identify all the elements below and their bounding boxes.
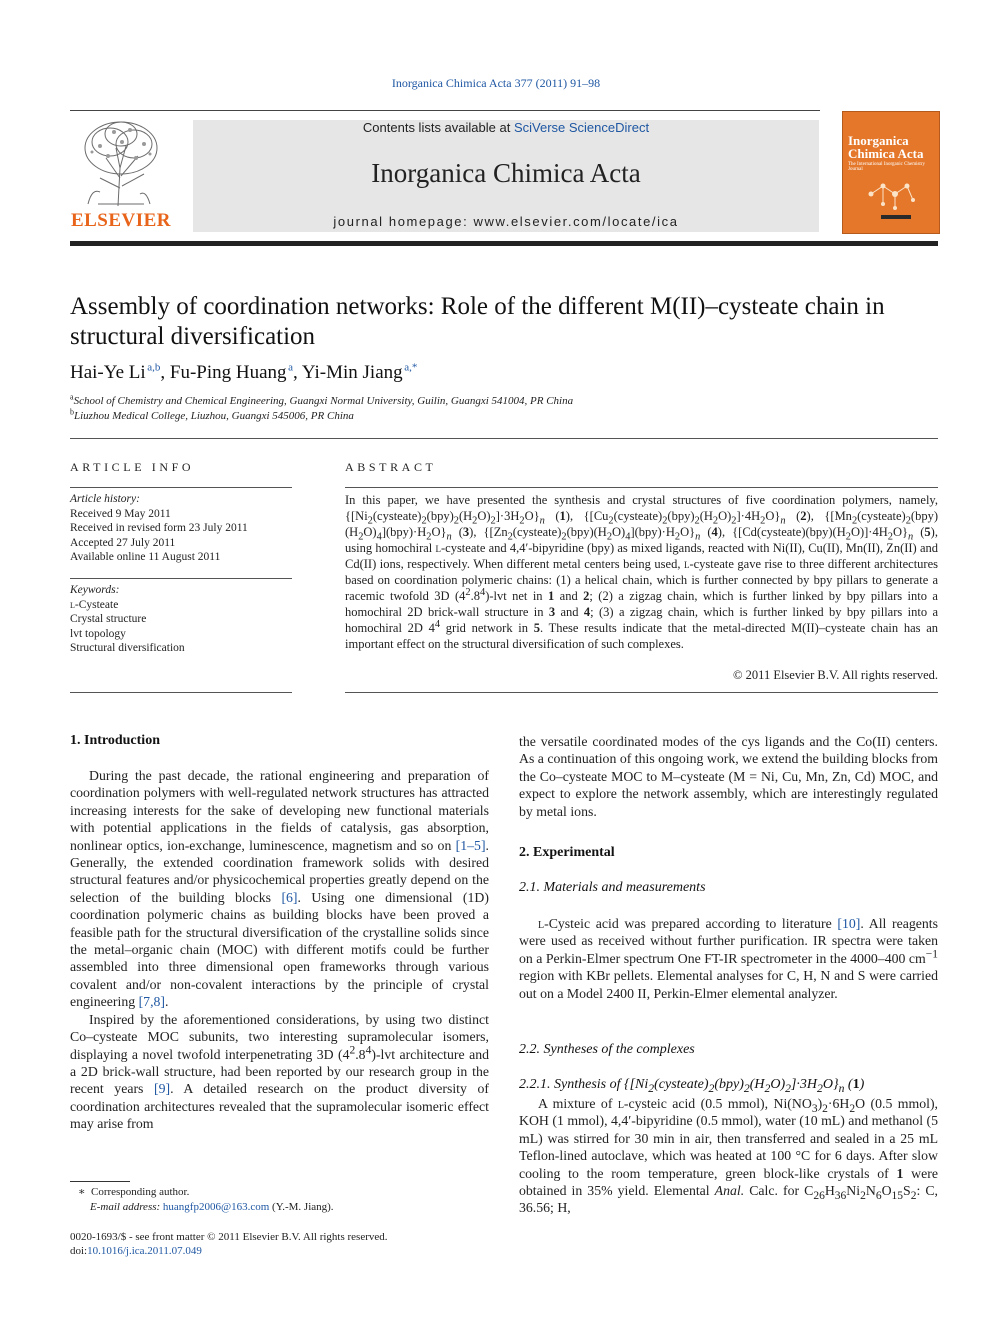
journal-homepage[interactable]: journal homepage: www.elsevier.com/locate/ica: [333, 214, 679, 229]
divider: [70, 578, 292, 579]
cover-title: Inorganica Chimica Acta: [848, 133, 924, 161]
footnote-corresponding: ∗ Corresponding author.: [78, 1186, 190, 1198]
paragraph: A mixture of l-cysteic acid (0.5 mmol), $Ni(NO_3)_2\cdot 6H_2O$ (0.5 mmol), KOH (1 mmol), 4,4′-bipyridine (0.5 mmol), water (10 mL) and methanol (5 mL) was stirred for 30 min in air, then transferred and sealed in a 25 mL Teflon-lined autoclave, which was heated at 100 °C for 6 days. After slow cooling to the room temperature, green block-like crystals of 1 were obtained in 35% yield. Elemental Anal. Calc. for $C_{26}H_{36}Ni_2N_6O_{15}S_2$: C, 36.56; H,: [519, 1096, 938, 1216]
contents-prefix: Contents lists available at: [362, 120, 511, 135]
author-list: [70, 362, 417, 384]
affiliation-b: [70, 407, 354, 422]
keywords: [70, 583, 292, 656]
journal-citation[interactable]: Inorganica Chimica Acta 377 (2011) 91–98: [391, 76, 601, 90]
intro-heading: 1. Introduction: [70, 733, 160, 748]
doi-link[interactable]: 10.1016/j.ica.2011.07.049: [87, 1245, 202, 1257]
cover-bar: [881, 215, 911, 219]
molecule-icon: [863, 174, 919, 214]
affil-text: School of Chemistry and Chemical Engineering, Guangxi Normal University, Guilin, Guangxi 541004, PR China: [73, 395, 574, 407]
keyword-item: lvt topology: [70, 627, 126, 640]
citation-link[interactable]: [7,8]: [138, 994, 166, 1010]
affil-text: Liuzhou Medical College, Liuzhou, Guangxi 545006, PR China: [74, 410, 354, 422]
author-separator: ,: [160, 362, 170, 383]
keyword-item: l-Cysteate: [70, 598, 119, 611]
divider: [70, 692, 292, 693]
author-name[interactable]: Fu-Ping Huang: [169, 362, 287, 383]
article-title: Assembly of coordination networks: Role of the different M(II)–cysteate chain in structural diversification: [70, 293, 885, 350]
email-owner: (Y.-M. Jiang).: [272, 1201, 334, 1213]
divider: [345, 487, 938, 488]
citation-link[interactable]: [9]: [154, 1081, 171, 1097]
journal-cover[interactable]: [842, 111, 940, 234]
paragraph: the versatile coordinated modes of the cys ligands and the Co(II) centers. As a continuation of this ongoing work, we extend the building blocks from the Co–cysteate MOC to M–cysteate (M = Ni, Cu, Mn, Zn, Cd) MOC, and expect to explore the network assembly, which are interestingly regulated by metal ions.: [519, 734, 938, 819]
header-thick-rule: [70, 241, 938, 246]
footnote-rule: [70, 1181, 130, 1182]
history-item: Accepted 27 July 2011: [70, 536, 176, 549]
elsevier-tree-icon: [80, 118, 162, 208]
doi-line: [70, 1244, 202, 1259]
affil-mark: b: [70, 407, 74, 417]
synthesis-1-heading: 2.2.1. Synthesis of $\{[Ni_2(cysteate)_2(bpy)_2(H_2O)_2]\cdot 3H_2O\}_n$ (1): [519, 1077, 865, 1095]
divider: [70, 438, 938, 439]
citation-link[interactable]: [6]: [281, 889, 298, 905]
keyword-item: Structural diversification: [70, 642, 185, 654]
author-name[interactable]: Yi-Min Jiang: [301, 362, 403, 383]
abstract-copyright: © 2011 Elsevier B.V. All rights reserved.: [733, 668, 938, 682]
keywords-label: Keywords:: [70, 584, 120, 596]
footnote-text: Corresponding author.: [90, 1186, 190, 1198]
citation-link[interactable]: [1–5]: [455, 837, 486, 853]
citation-link[interactable]: [10]: [837, 916, 861, 931]
syntheses-heading: 2.2. Syntheses of the complexes: [519, 1042, 695, 1057]
intro-text-continued: [519, 733, 938, 820]
synthesis-1-text: [519, 1095, 938, 1217]
affil-mark: a: [70, 392, 74, 402]
divider: [345, 692, 938, 693]
abstract-text: In this paper, we have presented the synthesis and crystal structures of five coordination polymers, namely, $\{[Ni_2(cysteate)_2(bpy)_2(H_2O)_2]\cdot 3H_2O\}_n$ (1), $\{[Cu_2(cysteate)_2(bpy)_2(H_2O)_2]\cdot 4H_2O\}_n$ (2), $\{[Mn_2(cysteate)_2(bpy)(H_2O)_4](bpy)\cdot H_2O\}_n$ (3), $\{[Zn_2(cysteate)_2(bpy)(H_2O)_4](bpy)\cdot H_2O\}_n$ (4), $\{[Cd(cysteate)(bpy)(H_2O)]\cdot 4H_2O\}_n$ (5), using homochiral l-cysteate and 4,4′-bipyridine (bpy) as mixed ligands, reacted with Ni(II), Cu(II), Mn(II), Zn(II) and Cd(II) ions, respectively. When different metal centers being used, l-cysteate gave rise to three different architectures based on coordination polymeric chains: (1) a helical chain, which is further connected by bpy pillars to generate a racemic twofold 3D $(4^2.8^4)$-lvt net in 1 and 2; (2) a zigzag chain, which is further linked by bpy pillars into a homochiral 2D brick-wall structure in 3 and 4; (3) a zigzag chain, which is further linked by bpy pillars into a homochiral 2D $4^4$ grid network in 5. These results indicate that the metal-directed M(II)–cysteate chain has an important effect on the structural diversification of such complexes.: [345, 493, 938, 651]
materials-text: [519, 915, 938, 1002]
experimental-heading: 2. Experimental: [519, 845, 615, 860]
footnote-email: [90, 1200, 334, 1215]
publisher-name: ELSEVIER: [70, 210, 172, 231]
paragraph: Inspired by the aforementioned considerations, by using two distinct Co–cysteate MOC subunits, two interesting supramolecular isomers, displaying a novel twofold interpenetrating 3D $(4^2.8^4)$-lvt architecture and a 2D brick-wall structure, had been reported by our research group in the recent years [9]. A detailed research on the product diversity of coordination architectures revealed that the supramolecular isomeric effect may arise from: [70, 1011, 489, 1132]
keyword-item: Crystal structure: [70, 613, 147, 625]
contents-line: [193, 120, 819, 135]
issn-line: 0020-1693/$ - see front matter © 2011 Elsevier B.V. All rights reserved.: [70, 1231, 388, 1243]
abstract-heading: ABSTRACT: [345, 460, 437, 474]
author-affil-mark[interactable]: a: [288, 361, 294, 374]
email-link[interactable]: huangfp2006@163.com: [162, 1201, 270, 1213]
elsevier-logo[interactable]: [70, 118, 172, 232]
divider: [70, 487, 292, 488]
author-affil-mark[interactable]: a,b: [147, 361, 161, 374]
history-item: Available online 11 August 2011: [70, 551, 221, 563]
history-label: Article history:: [70, 493, 140, 505]
doi-label: doi:: [70, 1245, 88, 1257]
materials-heading: 2.1. Materials and measurements: [519, 880, 706, 895]
author-affil-mark[interactable]: a,*: [404, 361, 418, 374]
journal-banner: [193, 120, 819, 232]
sciencedirect-link[interactable]: SciVerse ScienceDirect: [513, 120, 650, 135]
history-item: Received in revised form 23 July 2011: [70, 522, 248, 534]
cover-subtitle: The International Inorganic Chemistry Journal: [848, 162, 925, 172]
author-separator: ,: [293, 362, 302, 383]
history-item: Received 9 May 2011: [70, 507, 171, 520]
article-info-heading: ARTICLE INFO: [70, 460, 195, 474]
paragraph: During the past decade, the rational engineering and preparation of coordination polymers with well-regulated network structures has attracted increasing interests for the sake of developing new functional materials with potential applications in the fields of catalysis, gas absorption, nonlinear optics, ion-exchange, luminescence, magnetism and so on [1–5]. Generally, the extended coordination framework solids with desired structural features and/or physicochemical properties greatly depend on the selection of the building blocks [6]. Using one dimensional (1D) coordination polymeric chains as building blocks have been proved a feasible path for the structural diversification of the crystalline solids since the metal–organic chain (MOC) with different motifs could be further assembled into three dimensional open frameworks through various covalent and/or non-covalent interactions by the principle of crystal engineering [7,8].: [70, 768, 489, 1010]
article-history: [70, 492, 292, 565]
affiliation-a: [70, 392, 574, 407]
author-name[interactable]: Hai-Ye Li: [70, 362, 146, 383]
journal-name: Inorganica Chimica Acta: [371, 158, 641, 188]
header-rule: [70, 110, 820, 111]
email-label: E-mail address:: [90, 1201, 161, 1213]
intro-text: [70, 767, 489, 1133]
paragraph: l-Cysteic acid was prepared according to literature [10]. All reagents were used as received without further purification. IR spectra were taken on a Perkin-Elmer spectrum One FT-IR spectrometer in the 4000–400 $cm^{-1}$ region with KBr pellets. Elemental analyses for C, H, N and S were carried out on a Model 2400 II, Perkin-Elmer elemental analyzer.: [519, 916, 938, 1001]
